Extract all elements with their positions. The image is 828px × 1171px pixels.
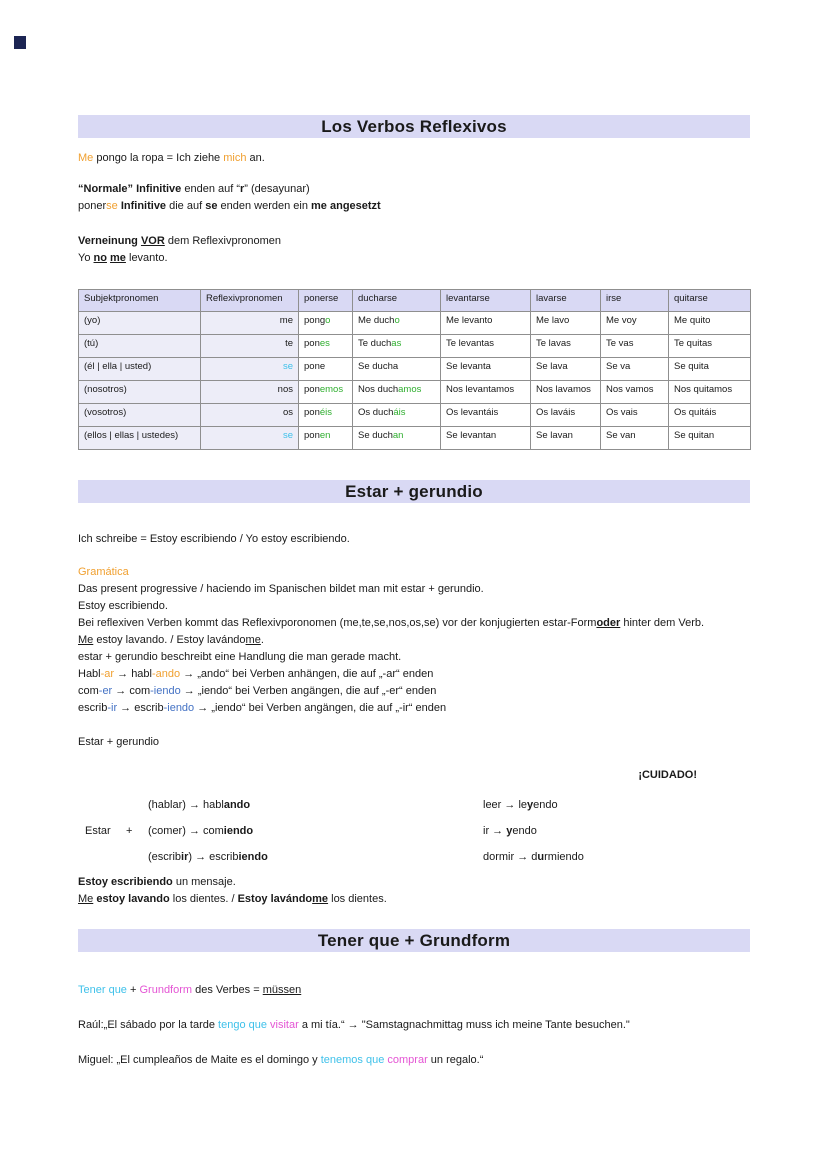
text-segment: → „ando“ bei Verben anhängen, die auf „-ar“ enden [180,668,434,680]
text-segment: an [392,430,404,441]
table-cell [441,381,531,404]
text-segment: me [245,634,261,646]
text-segment: Te lavas [536,338,571,349]
text-segment: Te vas [606,338,634,349]
text-segment: en [319,430,331,441]
table-cell [601,358,669,381]
table-cell [669,335,751,358]
table-cell [353,427,441,450]
text-segment: com [78,685,99,697]
table-cell [601,427,669,450]
table-cell [79,358,201,381]
text-segment: VOR [140,235,165,247]
conj-example-hablar [148,792,483,818]
text-line [78,874,750,891]
gramatica-heading [78,564,750,581]
text-segment: (tú) [84,338,99,349]
text-segment: Grundform [139,984,193,996]
conj-label-empty [78,844,148,870]
text-segment: nos [277,384,293,395]
text-segment: ¡CUIDADO! [638,769,697,781]
table-cell [601,404,669,427]
table-row [79,335,751,358]
text-segment: os [282,407,293,418]
text-segment: -ir [107,702,118,714]
conj-example-comer [148,818,483,844]
table-cell [353,358,441,381]
table-cell [79,404,201,427]
table-row [79,358,751,381]
text-segment: dormir → d [483,850,538,863]
text-segment: los dientes. / [169,893,238,905]
ending-rule-ar [78,666,750,683]
text-segment: Me [78,893,94,905]
text-segment: (hablar) → habl [148,798,224,811]
text-segment: Me voy [606,315,637,326]
rule-line [78,233,750,250]
text-segment: Nos quitamos [674,384,733,395]
text-segment: (comer) → com [148,824,224,837]
text-line [78,581,750,598]
text-segment: tenemos que [320,1054,385,1066]
text-segment: visitar [270,1019,299,1031]
text-line [78,615,750,632]
table-cell [441,404,531,427]
table-cell [601,335,669,358]
column-header: lavarse [531,290,601,312]
text-segment: amos [398,384,422,395]
text-segment: Estoy escribiendo. [78,600,168,612]
conj-example-escribir [148,844,483,870]
section-banner-tener-que [78,929,750,952]
text-segment: los dientes. [328,893,387,905]
tener-que-rule [78,982,750,999]
table-row [79,381,751,404]
table-cell [299,335,353,358]
text-segment: pon [304,407,320,418]
text-segment: r [240,183,245,195]
text-segment: me angesetzt [311,200,381,212]
text-segment: o [325,315,331,326]
table-cell [79,427,201,450]
text-segment: Raúl:„El sábado por la tarde [78,1019,219,1031]
text-segment: Nos lavamos [536,384,591,395]
text-segment: as [391,338,402,349]
table-cell [201,381,299,404]
example-sentence [78,531,750,548]
table-cell [601,381,669,404]
table-cell [601,312,669,335]
text-segment: te [285,338,293,349]
table-cell [201,404,299,427]
text-segment: leer → le [483,798,528,811]
text-segment: Das present progressive / haciendo im Spanischen bildet man mit estar + gerundio. [78,583,484,595]
conj-example-leer [483,792,750,818]
text-segment: ando [223,798,251,811]
text-segment: Me [78,152,94,164]
text-segment: y [527,798,534,811]
gramatica-paragraph [78,564,750,717]
text-segment: y [506,824,513,837]
section-title: Los Verbos Reflexivos [321,116,507,136]
text-segment: endo [533,798,558,811]
rule-line [78,250,750,267]
text-segment: -er [98,685,113,697]
text-segment: Se van [606,430,636,441]
column-header: levantarse [441,290,531,312]
text-segment: → „iendo“ bei Verben angängen, die auf „-ir“ enden [194,702,447,714]
text-segment: Me [78,634,94,646]
cuidado-note [78,767,750,784]
text-segment: pongo la ropa = Ich ziehe [93,152,224,164]
table-cell [669,312,751,335]
text-segment: se [205,200,218,212]
text-segment: (yo) [84,315,101,326]
text-segment: Me quito [674,315,711,326]
text-segment: Nos duch [358,384,399,395]
text-segment: no [93,252,107,264]
text-segment: dem Reflexivpronomen [164,235,281,247]
section-banner-reflexivos [78,115,750,138]
text-segment: u [537,850,545,863]
text-segment: Verneinung [78,235,141,247]
table-cell [441,427,531,450]
text-segment: ) → escrib [188,850,239,863]
table-cell [353,404,441,427]
text-segment: Se va [606,361,631,372]
text-segment: Estar + [85,824,133,837]
table-cell [669,404,751,427]
text-segment: Habl [78,668,101,680]
text-segment: des Verbes = [192,984,263,996]
text-segment: Os vais [606,407,638,418]
text-segment: es [319,338,330,349]
table-cell [531,358,601,381]
gerund-sentences [78,874,750,908]
table-cell [79,381,201,404]
text-segment: Estoy lavándo [237,893,313,905]
text-segment: tengo que [218,1019,267,1031]
text-segment: -iendo [163,702,195,714]
text-segment: Estoy escribiendo [78,876,173,888]
text-segment: (vosotros) [84,407,127,418]
text-line [78,632,750,649]
text-segment: ” (desayunar) [244,183,310,195]
ending-rule-ir [78,700,750,717]
table-cell [299,358,353,381]
column-header: quitarse [669,290,751,312]
example-sentence [78,150,750,167]
column-header: ponerse [299,290,353,312]
text-segment: “Normale” Infinitive [78,183,182,195]
table-cell [531,312,601,335]
text-segment: -iendo [150,685,181,697]
table-cell [299,312,353,335]
text-segment: estoy lavando [96,893,170,905]
text-segment: emos [319,384,344,395]
text-segment: Tener que [78,984,127,996]
text-segment: die auf [166,200,206,212]
text-segment: enden auf “ [181,183,241,195]
text-segment: o [394,315,400,326]
text-segment: Me lavo [536,315,570,326]
text-segment: éis [319,407,333,418]
text-line [78,891,750,908]
table-cell [669,358,751,381]
ending-rule-er [78,683,750,700]
table-cell [353,381,441,404]
text-segment: Me levanto [446,315,493,326]
table-row [79,427,751,450]
text-segment: Bei reflexiven Verben kommt das Reflexivporonomen (me,te,se,nos,os,se) vor der konjugierten estar-Form [78,617,597,629]
table-cell [669,381,751,404]
text-segment: un mensaje. [172,876,236,888]
table-cell [79,335,201,358]
text-segment: pone [304,361,326,372]
table-cell [441,335,531,358]
table-cell [201,312,299,335]
text-segment: Infinitive [120,200,167,212]
example-raul [78,1017,750,1034]
section-title: Tener que + Grundform [317,930,511,950]
text-segment: endo [512,824,537,837]
text-segment: Os laváis [536,407,576,418]
text-segment: pon [304,384,320,395]
text-segment: . [260,634,264,646]
text-segment: an. [246,152,265,164]
text-segment: (nosotros) [84,384,127,395]
text-segment: Os levantáis [446,407,499,418]
table-cell [669,427,751,450]
subheading-estar-gerundio [78,734,750,751]
text-segment: (escrib [148,850,182,863]
text-segment: Miguel: „El cumpleaños de Maite es el domingo y [78,1054,321,1066]
text-segment: oder [596,617,621,629]
text-segment: Se lavan [536,430,573,441]
table-cell [201,427,299,450]
conj-example-dormir [483,844,750,870]
text-segment: me [312,893,329,905]
table-header-row [79,290,751,312]
negation-rules [78,233,750,267]
rule-line [78,198,750,215]
example-miguel [78,1052,750,1069]
text-segment: Se duch [358,430,393,441]
table-cell [201,335,299,358]
table-cell [441,358,531,381]
table-cell [531,335,601,358]
table-cell [531,381,601,404]
text-segment: poner [78,200,107,212]
text-segment: Os duch [358,407,394,418]
table-cell [531,427,601,450]
text-segment: Te levantas [446,338,495,349]
text-segment: rmiendo [544,850,584,863]
text-segment: (ellos | ellas | ustedes) [84,430,179,441]
table-cell [299,404,353,427]
text-segment: Se ducha [358,361,399,372]
text-segment: Gramática [78,566,129,578]
table-cell [353,312,441,335]
text-segment: Te duch [358,338,392,349]
text-segment: Te quitas [674,338,713,349]
text-segment: iendo [223,824,254,837]
text-line [78,598,750,615]
text-segment: pon [304,338,320,349]
text-line [78,649,750,666]
text-segment: → „iendo“ bei Verben angängen, die auf „-er“ enden [180,685,437,697]
column-header: Subjektpronomen [79,290,201,312]
conj-label-empty [78,792,148,818]
conj-example-ir [483,818,750,844]
text-segment: Nos vamos [606,384,654,395]
text-segment: enden werden ein [217,200,312,212]
table-row [79,404,751,427]
text-segment: -ando [152,668,181,680]
text-segment: Yo [78,252,94,264]
text-segment: Me duch [358,315,395,326]
text-segment: pong [304,315,326,326]
text-segment: mich [223,152,247,164]
text-segment: levanto. [125,252,168,264]
text-segment: se [282,430,293,441]
text-segment: se [106,200,118,212]
text-segment: un regalo.“ [427,1054,484,1066]
column-header: Reflexivpronomen [201,290,299,312]
text-segment: Se levanta [446,361,491,372]
text-segment: hinter dem Verb. [620,617,705,629]
text-segment: Se quita [674,361,709,372]
text-segment: → escrib [117,702,164,714]
conj-label-estar [78,818,148,844]
text-segment: áis [393,407,406,418]
text-segment: ir [181,850,189,863]
text-segment: pon [304,430,320,441]
text-segment: + [126,984,140,996]
text-segment: se [282,361,293,372]
section-title: Estar + gerundio [345,481,483,501]
text-segment: estoy lavando. / Estoy lavándo [93,634,246,646]
rule-line [78,181,750,198]
corner-logo [14,36,26,49]
text-segment: iendo [238,850,268,863]
text-segment: comprar [387,1054,428,1066]
text-segment: Se lava [536,361,568,372]
table-cell [353,335,441,358]
gerund-examples-grid [78,792,750,870]
text-segment: a mi tía.“ → "Samstagnachmittag muss ich meine Tante besuchen." [298,1019,630,1031]
table-cell [79,312,201,335]
table-cell [531,404,601,427]
text-segment: ir → [483,824,507,837]
text-segment: me [279,315,293,326]
infinitive-rules [78,181,750,215]
column-header: ducharse [353,290,441,312]
text-segment: (él | ella | usted) [84,361,152,372]
text-segment: → com [112,685,151,697]
text-segment: Ich schreibe = Estoy escribiendo / Yo estoy escribiendo. [78,533,350,545]
text-segment: Estar + gerundio [78,736,160,748]
text-segment: Se levantan [446,430,497,441]
text-segment: Os quitáis [674,407,717,418]
text-segment: me [110,252,126,264]
text-segment: Nos levantamos [446,384,515,395]
reflexive-verbs-table [78,289,751,450]
table-cell [441,312,531,335]
column-header: irse [601,290,669,312]
document-content [78,0,750,1069]
text-segment: → habl [114,668,152,680]
text-segment: -ar [100,668,115,680]
text-segment: escrib [78,702,108,714]
table-cell [299,427,353,450]
table-cell [299,381,353,404]
text-segment: müssen [262,984,302,996]
text-segment: estar + gerundio beschreibt eine Handlung die man gerade macht. [78,651,402,663]
table-row [79,312,751,335]
section-banner-gerundio [78,480,750,503]
text-segment: Se quitan [674,430,715,441]
table-cell [201,358,299,381]
